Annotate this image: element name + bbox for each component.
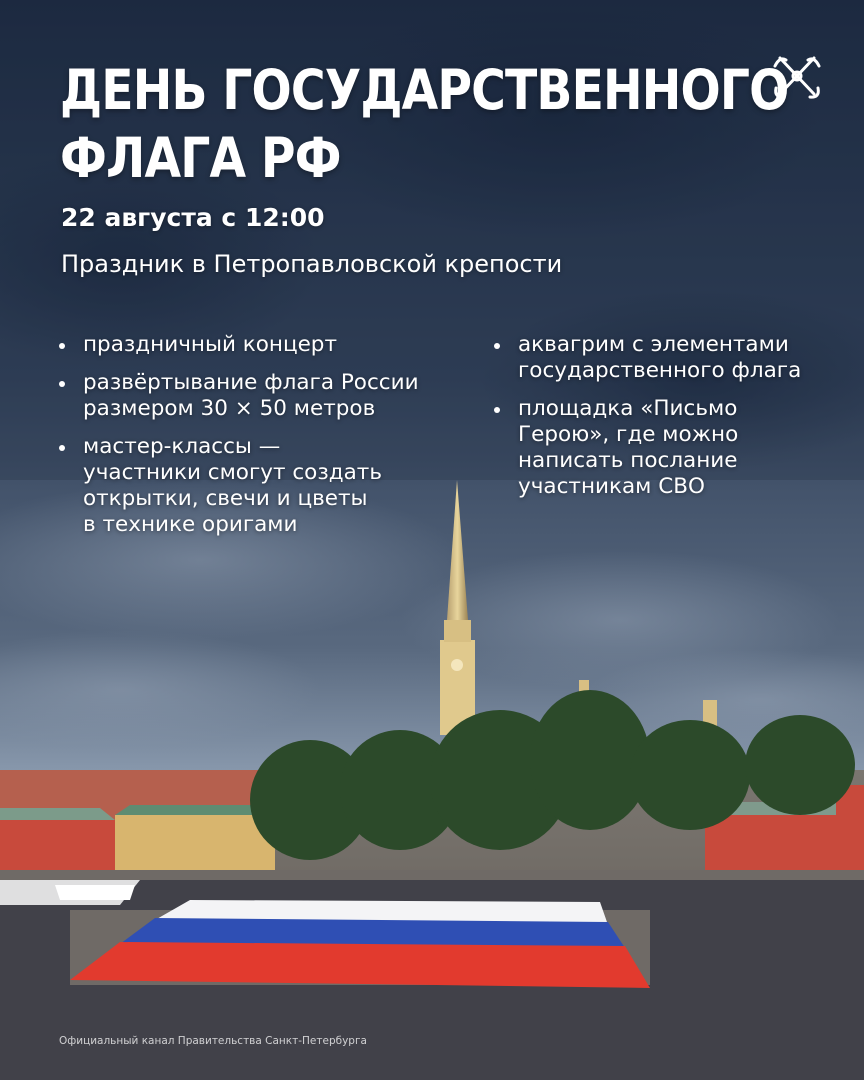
program-list-right (494, 332, 834, 512)
list-item-text: развёртывание флага России размером 30 × 50 метров (83, 370, 419, 421)
list-item-text: площадка «Письмо Герою», где можно написать послание участникам СВО (518, 396, 739, 499)
footer-caption: Официальный канал Правительства Санкт-Петербурга (59, 1035, 367, 1047)
event-date: 22 августа с 12:00 (61, 203, 325, 232)
list-item (494, 396, 834, 500)
list-item-text: аквагрим с элементами государственного флага (518, 332, 802, 383)
program-list-left (59, 332, 459, 550)
crossed-anchors-emblem-icon (772, 52, 822, 100)
event-subtitle: Праздник в Петропавловской крепости (61, 250, 563, 278)
list-item (59, 434, 459, 538)
list-item-text: мастер-классы — участники смогут создать открытки, свечи и цветы в технике оригами (83, 434, 382, 537)
list-item (494, 332, 834, 384)
list-item (59, 370, 459, 422)
title-line-1: ДЕНЬ ГОСУДАРСТВЕННОГО (60, 58, 789, 122)
page-title (60, 56, 789, 192)
list-item (59, 332, 459, 358)
title-line-2: ФЛАГА РФ (60, 126, 341, 190)
list-item-text: праздничный концерт (83, 332, 337, 357)
